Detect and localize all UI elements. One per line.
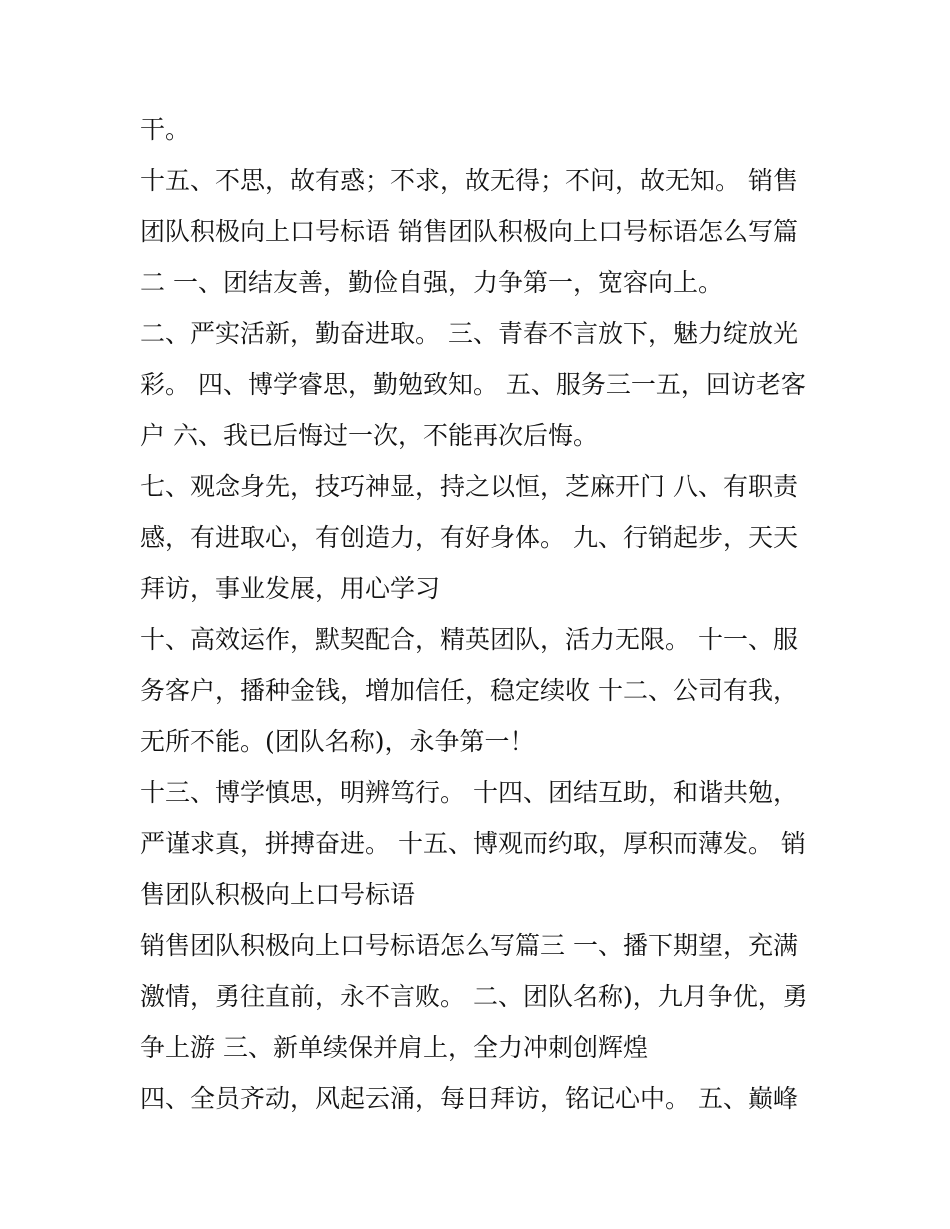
paragraph: [140, 1073, 805, 1124]
paragraph: [140, 920, 808, 1073]
text-line: 销售团队积极向上口号标语怎么写篇三 一、播下期望，充满: [140, 931, 798, 960]
text-line: 感，有进取心，有创造力，有好身体。 九、行销起步，天天: [140, 523, 798, 552]
paragraph: [140, 461, 805, 614]
document-body: [140, 104, 808, 1124]
text-line: 十三、博学慎思，明辨笃行。 十四、团结互助，和谐共勉，: [140, 778, 798, 807]
text-line: 务客户，播种金钱，增加信任，稳定续收 十二、公司有我，: [140, 676, 798, 705]
paragraph: [140, 308, 805, 461]
text-line: 七、观念身先，技巧神显，持之以恒，芝麻开门 八、有职责: [140, 472, 798, 501]
text-line: 激情，勇往直前，永不言败。 二、团队名称)，九月争优，勇: [140, 982, 808, 1011]
paragraph: [140, 155, 805, 308]
text-line: 无所不能。(团队名称)，永争第一！: [140, 727, 535, 756]
text-line: 团队积极向上口号标语 销售团队积极向上口号标语怎么写篇: [140, 217, 798, 246]
text-line: 十、高效运作，默契配合，精英团队，活力无限。 十一、服: [140, 625, 798, 654]
paragraph: [140, 614, 805, 767]
text-line: 拜访，事业发展，用心学习: [140, 574, 441, 603]
text-line: 售团队积极向上口号标语: [140, 880, 416, 909]
text-line: 彩。 四、博学睿思，勤勉致知。 五、服务三一五，回访老客: [140, 370, 806, 399]
paragraph: [140, 104, 805, 155]
text-line: 争上游 三、新单续保并肩上，全力冲刺创辉煌: [140, 1033, 648, 1062]
paragraph: [140, 767, 805, 920]
text-line: 严谨求真，拼搏奋进。 十五、博观而约取，厚积而薄发。 销: [140, 829, 806, 858]
text-line: 户 六、我已后悔过一次，不能再次后悔。: [140, 421, 598, 450]
text-line: 二 一、团结友善，勤俭自强，力争第一，宽容向上。: [140, 268, 723, 297]
text-line: 四、全员齐动，风起云涌，每日拜访，铭记心中。 五、巅峰: [140, 1084, 798, 1113]
text-line: 十五、不思，故有惑；不求，故无得；不问，故无知。 销售: [140, 166, 798, 195]
text-line: 二、严实活新，勤奋进取。 三、青春不言放下，魅力绽放光: [140, 319, 798, 348]
text-line: 干。: [140, 115, 191, 144]
